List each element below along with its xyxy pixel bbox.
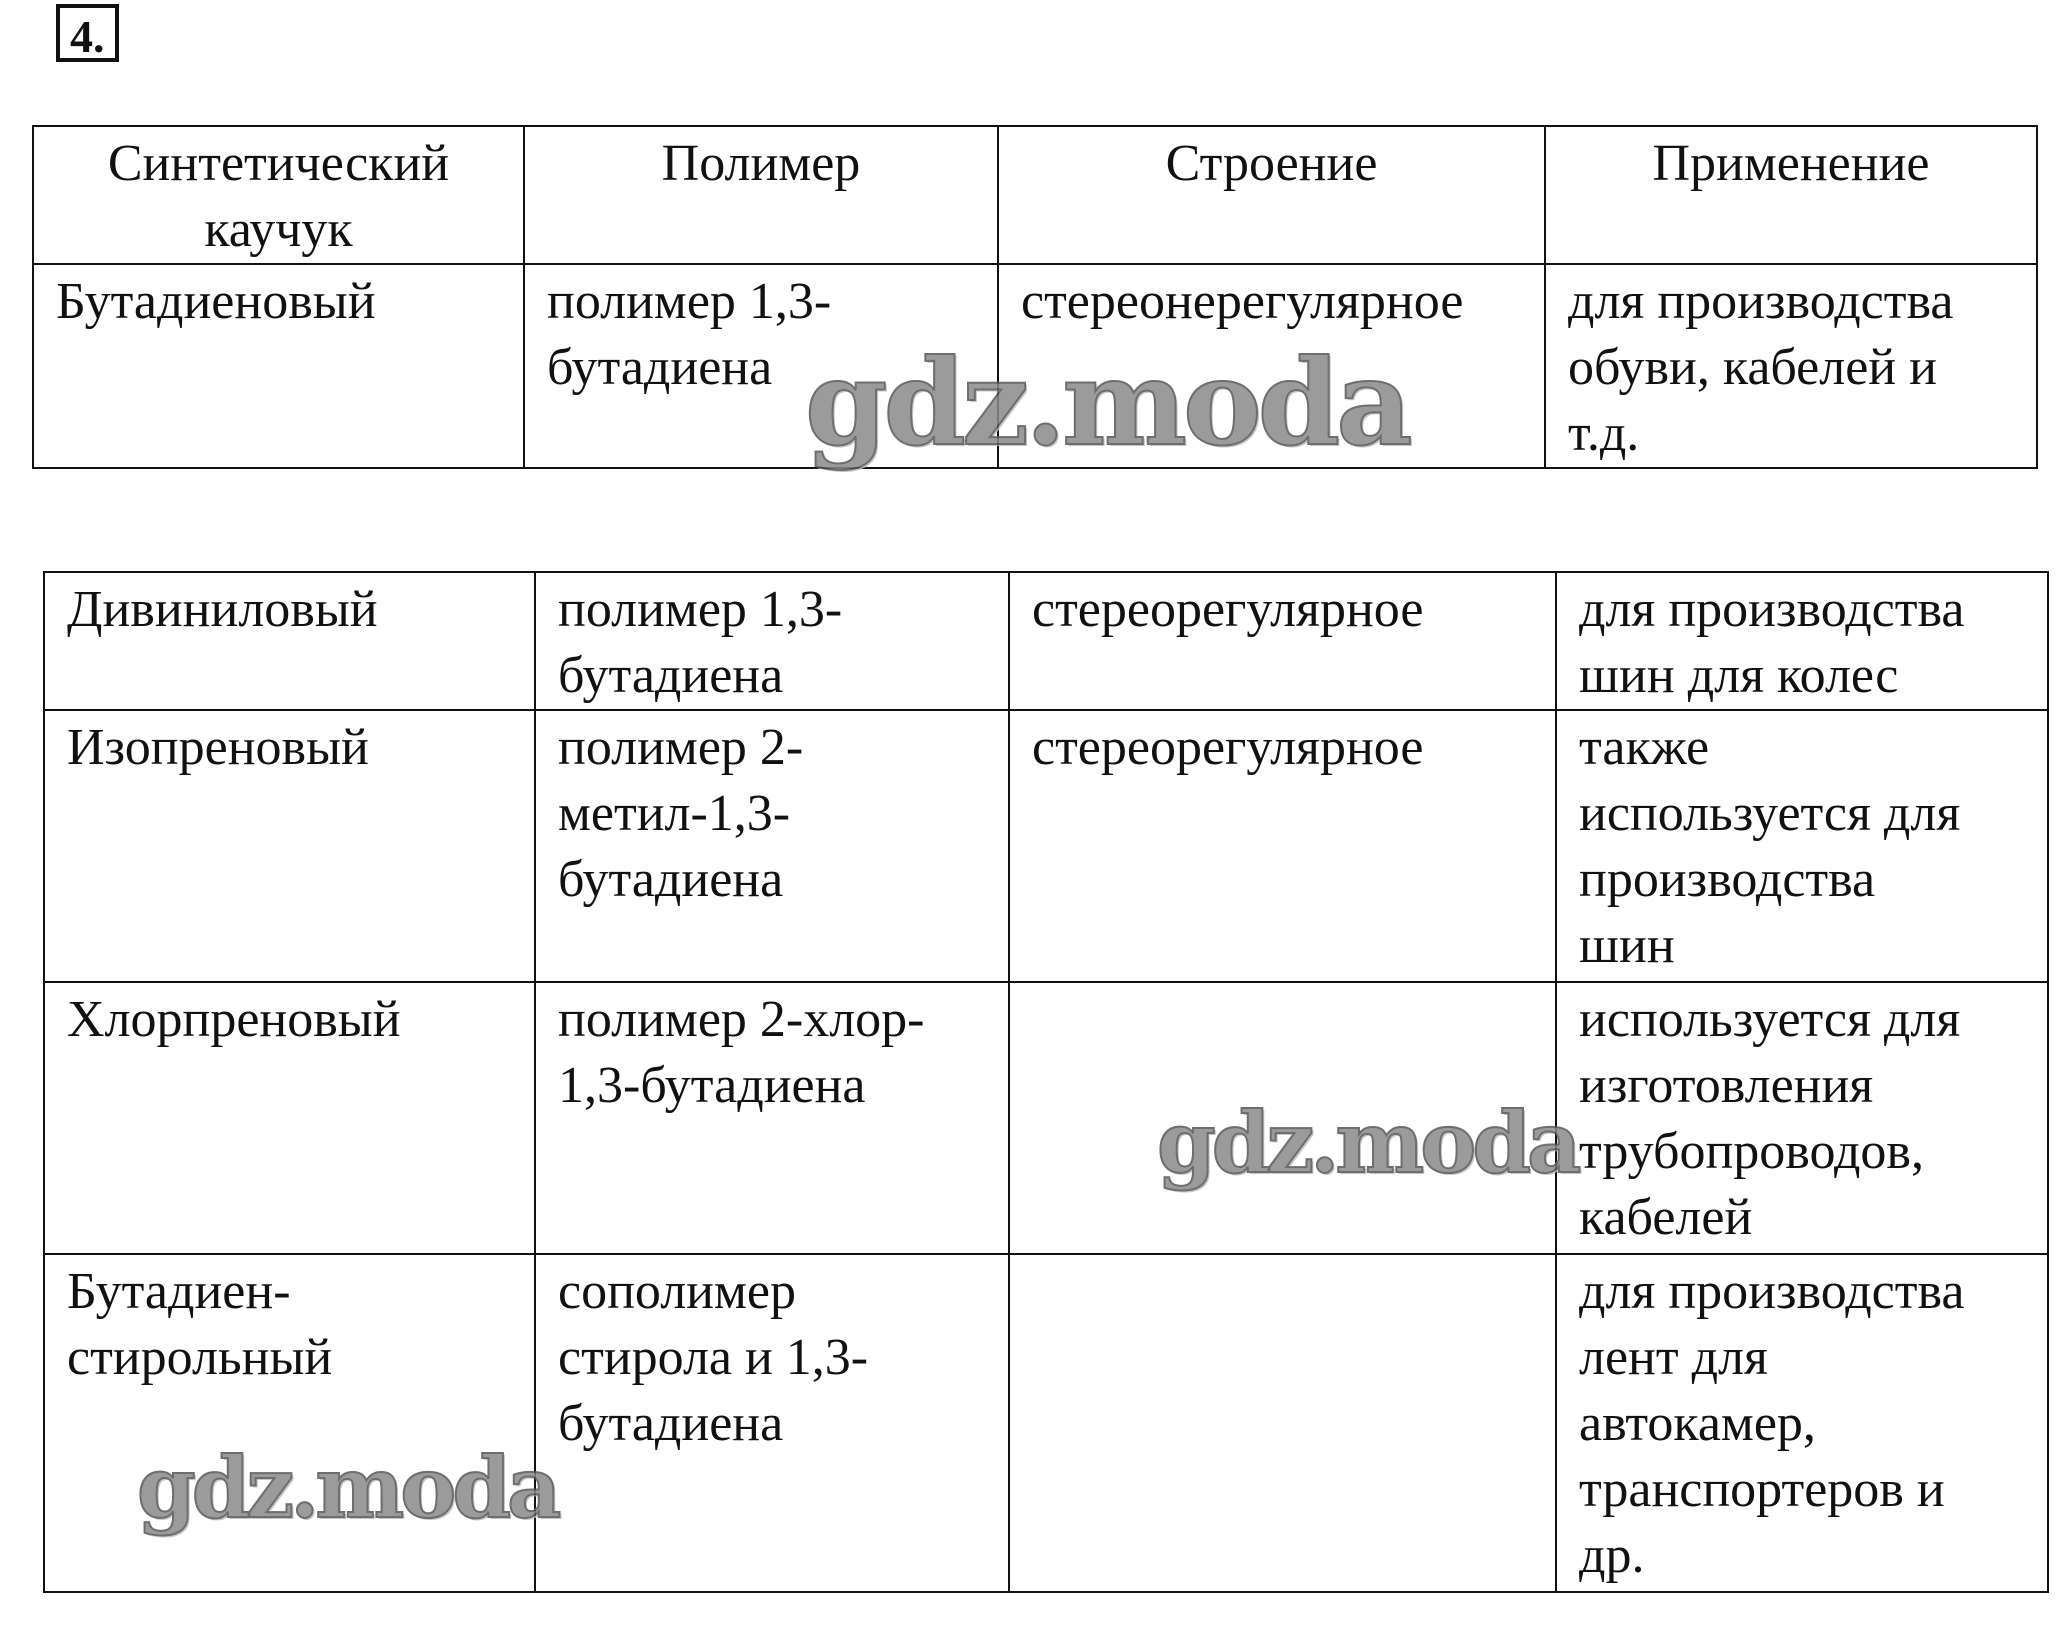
cell-structure: стереорегулярное (1009, 710, 1556, 982)
header-cell-application: Применение (1545, 126, 2037, 264)
table-header-row (33, 126, 2037, 264)
header-cell-structure: Строение (998, 126, 1545, 264)
table-row (44, 710, 2048, 982)
table-row (44, 1254, 2048, 1592)
cell-polymer: полимер 1,3- бутадиена (535, 572, 1009, 710)
rubber-table-continued (43, 571, 2049, 1593)
watermark: gdz.moda (1157, 1093, 1578, 1192)
watermark: gdz.moda (137, 1438, 558, 1537)
header-cell-polymer: Полимер (524, 126, 998, 264)
cell-application: для производства шин для колес (1556, 572, 2048, 710)
task-number: 4. (56, 4, 119, 62)
table-row (33, 264, 2037, 468)
cell-application: используется для изготовления трубопроводов, кабелей (1556, 982, 2048, 1254)
watermark: gdz.moda (805, 333, 1409, 472)
cell-rubber: Бутадиен- стирольный (44, 1254, 535, 1592)
cell-polymer: полимер 1,3- бутадиена (524, 264, 998, 468)
cell-structure (1009, 1254, 1556, 1592)
cell-rubber: Изопреновый (44, 710, 535, 982)
cell-rubber: Хлорпреновый (44, 982, 535, 1254)
cell-structure (1009, 982, 1556, 1254)
cell-polymer: сополимер стирола и 1,3- бутадиена (535, 1254, 1009, 1592)
table-row (44, 572, 2048, 710)
cell-application: для производства обуви, кабелей и т.д. (1545, 264, 2037, 468)
rubber-table-header (32, 125, 2038, 472)
table-row (44, 982, 2048, 1254)
cell-structure: стереонерегулярное (998, 264, 1545, 468)
cell-structure: стереорегулярное (1009, 572, 1556, 710)
cell-application: также используется для производства шин (1556, 710, 2048, 982)
cell-application: для производства лент для автокамер, транспортеров и др. (1556, 1254, 2048, 1592)
cell-rubber: Дивиниловый (44, 572, 535, 710)
cell-polymer: полимер 2- метил-1,3- бутадиена (535, 710, 1009, 982)
cell-polymer: полимер 2-хлор- 1,3-бутадиена (535, 982, 1009, 1254)
cell-rubber: Бутадиеновый (33, 264, 524, 468)
header-cell-rubber: Синтетический каучук (33, 126, 524, 264)
